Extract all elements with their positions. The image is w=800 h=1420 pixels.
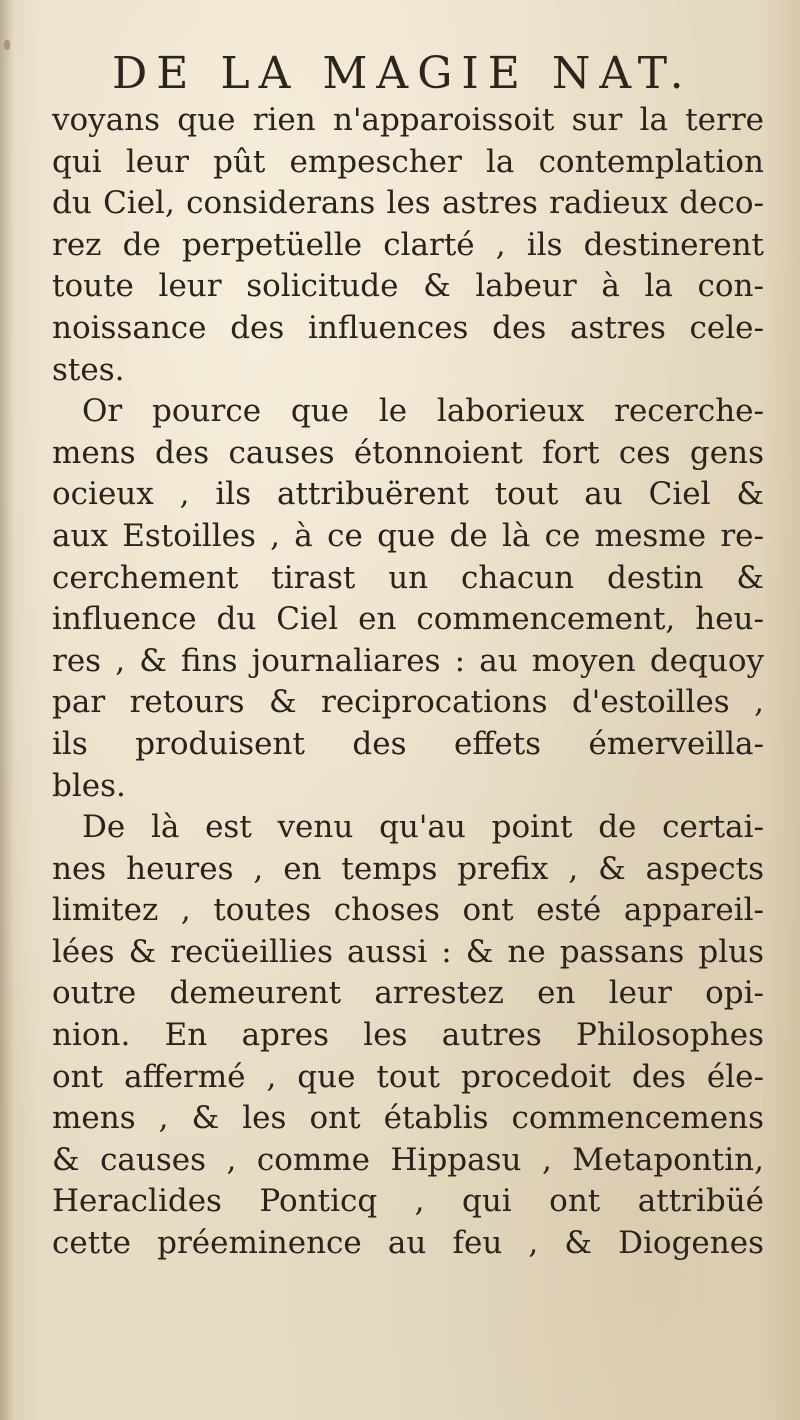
text-line: outre demeurent arrestez en leur opi- — [52, 975, 764, 1012]
text-line: qui leur pût empescher la contemplation — [52, 143, 764, 180]
paragraph — [52, 391, 764, 807]
paragraph — [52, 100, 764, 391]
text-line: par retours & reciprocations d'estoilles , — [52, 684, 764, 721]
text-line: Or pource que le laborieux recerche- — [82, 393, 764, 430]
text-line: cette préeminence au feu , & Diogenes — [52, 1225, 764, 1262]
text-line: noissance des influences des astres cele- — [52, 309, 764, 346]
text-line: & causes , comme Hippasu , Metapontin, — [52, 1141, 764, 1178]
text-line: mens , & les ont établis commencemens — [52, 1100, 764, 1137]
text-line: nion. En apres les autres Philosophes — [52, 1017, 764, 1054]
paragraph — [52, 807, 764, 1265]
text-line: ils produisent des effets émerveilla- — [52, 725, 764, 762]
text-line: du Ciel, considerans les astres radieux deco- — [52, 185, 764, 222]
text-line: Heraclides Ponticq , qui ont attribüé — [52, 1183, 764, 1220]
text-line: voyans que rien n'apparoissoit sur la terre — [52, 102, 764, 138]
page-ink-mark — [4, 40, 10, 50]
text-line: toute leur solicitude & labeur à la con- — [52, 268, 764, 305]
text-line: stes. — [52, 351, 125, 388]
text-line: ont affermé , que tout procedoit des éle- — [52, 1058, 764, 1095]
text-line: lées & recüeillies aussi : & ne passans plus — [52, 933, 764, 970]
text-line: cerchement tirast un chacun destin & — [52, 559, 764, 596]
text-line: De là est venu qu'au point de certai- — [82, 809, 764, 846]
page-gutter-shadow — [0, 0, 14, 1420]
text-line: nes heures , en temps prefix , & aspects — [52, 850, 764, 887]
text-line: ocieux , ils attribuërent tout au Ciel & — [52, 476, 764, 513]
text-line: influence du Ciel en commencement, heu- — [52, 601, 764, 638]
text-line: limitez , toutes choses ont esté appareil- — [52, 892, 764, 929]
text-line: rez de perpetüelle clarté , ils destinerent — [52, 226, 764, 263]
text-line: res , & fins journaliares : au moyen dequoy — [52, 642, 764, 679]
text-line: bles. — [52, 767, 126, 804]
text-line: aux Estoilles , à ce que de là ce mesme re- — [52, 517, 764, 554]
running-title: DE LA MAGIE NAT. — [112, 48, 693, 99]
body-text — [52, 100, 764, 1265]
text-line: mens des causes étonnoient fort ces gens — [52, 434, 764, 471]
